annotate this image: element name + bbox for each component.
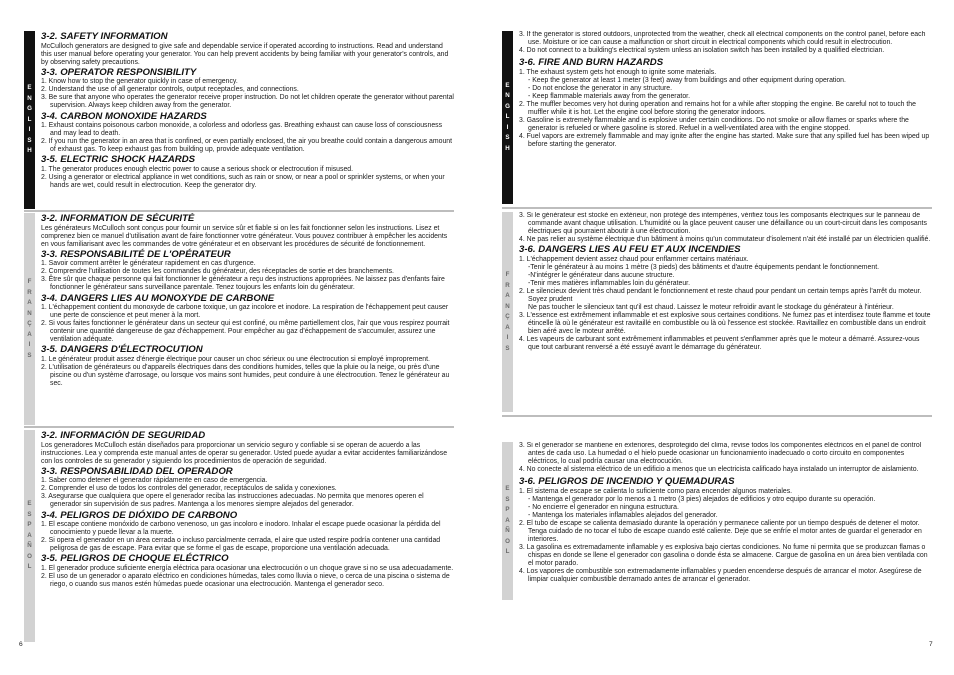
section-3-5-title: 3-5. ELECTRIC SHOCK HAZARDS <box>41 154 196 166</box>
list-item: 2. Si opera el generador en un área cerrada o incluso parcialmente cerrada, el aire que usted respire podría contener una cantidad peligrosa de gas de escape. Para evitar que se forme el gas de escape, proporcione una ventilación adecuada. <box>41 537 441 553</box>
page-number-left: 6 <box>19 641 23 648</box>
list-subitem: -Tenir mes matières inflammables loin du générateur. <box>528 279 691 287</box>
list-item: 3. Si le générateur est stocké en extérieur, non protégé des intempéries, vérifiez tous les composants électriques sur le panneau de commande avant chaque utilisation. L'humidité ou la glace peuvent causer une défaillance ou un court-circuit dans les composants électriques qui pourraient aboutir à une électrocution. <box>519 212 927 236</box>
right-english-section <box>502 31 932 204</box>
list-item: 2. El uso de un generador o aparato eléctrico en condiciones húmedas, tales como lluvia o nieve, o cerca de una piscina o sistema de riego, o cuando sus manos estén húmedas puede ocasionar una electrocución. Mantenga el generador seco. <box>41 572 450 588</box>
divider <box>502 207 932 209</box>
section-3-4-title: 3-4. CARBON MONOXIDE HAZARDS <box>41 110 207 122</box>
list-item: 2. Using a generator or electrical appliance in wet conditions, such as rain or snow, or near a pool or sprinkler systems, or when your hands are wet, could result in electrocution. Keep the generator dry. <box>41 173 445 189</box>
section-3-6-title: 3-6. PELIGROS DE INCENDIO Y QUEMADURAS <box>519 476 735 488</box>
left-english-section <box>24 31 454 209</box>
section-3-2-title: 3-2. SAFETY INFORMATION <box>41 31 168 42</box>
list-item: 1. Know how to stop the generator quickly in case of emergency. <box>41 78 238 86</box>
list-subitem: - Mantenga los materiales inflamables alejados del generador. <box>528 511 718 519</box>
section-3-2-body: Les générateurs McCulloch sont conçus pour fournir un service sûr et fiable si on les fait fonctionner selon les instructions. Lisez et comprenez bien ce manuel d'utilisation avant de faire fonctionner votre générateur. Vous pouvez contribuer à empêcher les accidents en vous familiarisant avec les commandes de votre générateur et en observant les procédures de sécurité de fonctionnement. <box>41 224 448 248</box>
section-3-3-title: 3-3. RESPONSABILIDAD DEL OPERADOR <box>41 465 233 477</box>
section-3-2-body: McCulloch generators are designed to give safe and dependable service if operated according to instructions. Read and understand this user manual before operating your generator. You can help prevent accidents by being familiar with your generator's controls, and by observing safety precautions. <box>41 42 449 66</box>
list-item: 4. Les vapeurs de carburant sont extrêmement inflammables et peuvent s'enflammer après que le moteur a démarré. Assurez-vous que tout carburant renversé a été essuyé avant le démarrage du générateur. <box>519 336 920 352</box>
section-3-2-title: 3-2. INFORMACIÓN DE SEGURIDAD <box>41 430 206 441</box>
list-item: 4. Ne pas relier au système électrique d'un bâtiment à moins qu'un commutateur d'isolement n'ait été installé par un électricien qualifié. <box>519 236 931 244</box>
list-item: 3. Être sûr que chaque personne qui fait fonctionner le générateur a reçu des instructions appropriées. Ne laissez pas d'enfants faire fonctionner le générateur sans surveillance parentale. Tenez toujours les enfants loin du générateur. <box>41 276 445 292</box>
list-item: 1. El escape contiene monóxido de carbono venenoso, un gas incoloro e inodoro. Inhalar el escape puede ocasionar la pérdida del conocimiento y puede llevar a la muerte. <box>41 521 441 537</box>
list-item: 2. Comprendre l'utilisation de toutes les commandes du générateur, des réceptacles de sortie et des branchements. <box>41 268 394 276</box>
list-item: 1. The generator produces enough electric power to cause a serious shock or electrocution if misused. <box>41 165 354 173</box>
list-item: 3. Be sure that anyone who operates the generator receive proper instruction. Do not let children operate the generator without parental supervision. Always keep children away from the generator. <box>41 94 454 110</box>
section-3-4-title: 3-4. DANGERS LIES AU MONOXYDE DE CARBONE <box>41 292 275 304</box>
espanol-tab: E S P A Ñ O L <box>24 430 35 642</box>
espanol-tab: E S P A Ñ O L <box>502 442 513 600</box>
section-3-5-title: 3-5. DANGERS D'ÉLECTROCUTION <box>41 344 203 356</box>
list-item: 4. Los vapores de combustible son extremadamente inflamables y pueden encenderse después de arrancar el motor. Asegúrese de limpiar cualquier combustible derramado antes de arrancar el generador. <box>519 568 922 584</box>
list-item: 3. If the generator is stored outdoors, unprotected from the weather, check all electrical components on the control panel, before each use. Moisture or ice can cause a malfunction or short circuit in electrical components which could result in electrocution. <box>519 31 926 47</box>
list-item: 2. Understand the use of all generator controls, output receptacles, and connections. <box>41 86 299 94</box>
section-3-6-title: 3-6. FIRE AND BURN HAZARDS <box>519 57 664 69</box>
divider <box>24 426 454 428</box>
list-subitem: - No encierre el generador en ninguna estructura. <box>528 503 679 511</box>
section-3-3-title: 3-3. RESPONSABILITÉ DE L'OPÉRATEUR <box>41 248 231 260</box>
section-3-5-title: 3-5. PELIGROS DE CHOQUE ELÉCTRICO <box>41 553 229 565</box>
right-french-section <box>502 212 932 412</box>
list-item: 3. Asegurarse que cualquiera que opere el generador reciba las instrucciones adecuadas. No permita que menores operen el generador sin supervisión de sus padres. Mantenga a los menores siempre alejados del generador. <box>41 493 424 509</box>
left-spanish-section <box>24 430 454 642</box>
list-item: 1. L'échappement contient du monoxyde de carbone toxique, un gaz incolore et inodore. La respiration de l'échappement peut causer une perte de conscience et peut mener à la mort. <box>41 304 449 320</box>
list-item: 2. Si vous faites fonctionner le générateur dans un secteur qui est confiné, ou même partiellement clos, l'air que vous respirez pourrait contenir une quantité dangereuse de gaz d'échappement. Pour empêcher au gaz d'échappement de s'accumuler, assurez une ventilation adéquate. <box>41 320 450 344</box>
list-item: 1. Le générateur produit assez d'énergie électrique pour causer un choc sérieux ou une électrocution si employé improprement. <box>41 355 430 363</box>
english-tab: E N G L I S H <box>502 31 513 204</box>
francais-tab: F R A N Ç A I S <box>24 213 35 425</box>
list-item: 1. Exhaust contains poisonous carbon monoxide, a colorless and odorless gas. Breathing exhaust can cause loss of consciousness and may lead to death. <box>41 122 443 138</box>
list-subitem: - Keep flammable materials away from the generator. <box>528 92 691 100</box>
left-french-section <box>24 213 454 425</box>
list-subitem: -Tenir le générateur à au moins 1 mètre (3 pieds) des bâtiments et d'autre équipements pendant le fonctionnement. <box>528 263 880 271</box>
list-item: 4. No conecte al sistema eléctrico de un edificio a menos que un electricista calificado haya instalado un interruptor de aislamiento. <box>519 466 919 474</box>
list-item: 3. Si el generador se mantiene en exteriores, desprotegido del clima, revise todos los componentes eléctricos en el panel de control antes de cada uso. La humedad o el hielo puede ocasionar un funcionamiento inadecuado o corto circuito en componentes eléctricos, lo cual podría causar una electrocución. <box>519 442 922 466</box>
section-3-2-title: 3-2. INFORMATION DE SÉCURITÉ <box>41 213 195 224</box>
list-subitem: Ne pas toucher le silencieux tant qu'il est chaud. Laissez le moteur refroidir avant le stockage du générateur à l'intérieur. <box>528 304 894 312</box>
list-subitem: -N'intégrer le générateur dans aucune structure. <box>528 271 675 279</box>
list-item: 3. L'essence est extrêmement inflammable et est explosive sous certaines conditions. Ne fumez pas et interdisez toute flamme et toute étincelle là où le générateur est ravitaillé en combustible ou là où l'essence est stockée. Ravitaillez en combustible dans un endroit bien aéré avec le moteur arrêté. <box>519 312 931 336</box>
list-item: 2. El tubo de escape se calienta demasiado durante la operación y permanece caliente por un tiempo después de detener el motor. Tenga cuidado de no tocar el tubo de escape cuando esté caliente. Deje que se enfríe el motor antes de guardar el generador en interiores. <box>519 519 922 544</box>
list-item: 2. If you run the generator in an area that is confined, or even partially enclosed, the air you breathe could contain a dangerous amount of exhaust gas. To keep exhaust gas from building up, provide adequate ventilation. <box>41 138 453 154</box>
section-3-2-body: Los generadores McCulloch están diseñados para proporcionar un servicio seguro y confiable si se operan de acuerdo a las instrucciones. Lea y comprenda este manual antes de operar su generador. Usted puede ayudar a evitar accidentes familiarizándose con los controles de su generador y siguiendo los procedimientos de operación de seguridad. <box>41 441 448 465</box>
francais-tab: F R A N Ç A I S <box>502 212 513 412</box>
list-item: 1. Savoir comment arrêter le générateur rapidement en cas d'urgence. <box>41 260 256 268</box>
divider <box>24 210 454 212</box>
list-item: 1. The exhaust system gets hot enough to ignite some materials. <box>519 68 717 76</box>
list-item: 1. Saber como detener el generador rápidamente en caso de emergencia. <box>41 477 268 485</box>
list-item: 1. El sistema de escape se calienta lo suficiente como para encender algunos materiales. <box>519 487 793 495</box>
list-subitem: - Do not enclose the generator in any structure. <box>528 84 673 92</box>
list-item: 2. The muffler becomes very hot during operation and remains hot for a while after stopping the engine. Be careful not to touch the muffler while it is hot. Let the engine cool before storing the generator indoors. <box>519 100 916 116</box>
section-3-3-title: 3-3. OPERATOR RESPONSIBILITY <box>41 66 197 78</box>
list-item: 2. L'utilisation de générateurs ou d'appareils électriques dans des conditions humides, telles que la pluie ou la neige, ou près d'une piscine ou d'un système d'arrosage, ou lorsque vos mains sont humides, peut conduire à une électrocution. Tenez le générateur au sec. <box>41 363 450 388</box>
list-item: 1. El generador produce suficiente energía eléctrica para ocasionar una electrocución o un choque grave si no se usa adecuadamente. <box>41 564 454 572</box>
list-item: 3. Gasoline is extremely flammable and is explosive under certain conditions. Do not smoke or allow flames or sparks where the generator is refueled or where gasoline is stored. Refuel in a well-ventilated area with the engine stopped. <box>519 117 909 133</box>
list-item: 4. Fuel vapors are extremely flammable and may ignite after the engine has started. Make sure that any spilled fuel has been wiped up before starting the generator. <box>519 133 930 149</box>
section-3-4-title: 3-4. PELIGROS DE DIÓXIDO DE CARBONO <box>41 509 238 521</box>
list-subitem: - Mantenga el generador por lo menos a 1 metro (3 pies) alejados de edificios y otro equipo durante su operación. <box>528 495 876 503</box>
list-item: 3. La gasolina es extremadamente inflamable y es explosiva bajo ciertas condiciones. No fume ni permita que se produzcan flamas o chispas en donde se llene el generador con gasolina o donde ésta se almacene. Cargue de gasolina en un área bien ventilada con el motor parado. <box>519 544 928 568</box>
section-3-6-title: 3-6. DANGERS LIES AU FEU ET AUX INCENDIES <box>519 244 741 256</box>
list-subitem: - Keep the generator at least 1 meter (3 feet) away from buildings and other equipment during operation. <box>528 76 846 84</box>
divider <box>502 415 932 417</box>
list-item: 1. L'échappement devient assez chaud pour enflammer certains matériaux. <box>519 255 749 263</box>
page-number-right: 7 <box>929 641 933 648</box>
list-item: 2. Le silencieux devient très chaud pendant le fonctionnement et reste chaud pour pendant un certain temps après l'arrêt du moteur. Soyez prudent <box>519 287 922 304</box>
right-spanish-section <box>502 442 932 600</box>
english-tab: E N G L I S H <box>24 31 35 209</box>
list-item: 4. Do not connect to a building's electrical system unless an isolation switch has been installed by a qualified electrician. <box>519 47 885 55</box>
list-item: 2. Comprender el uso de todos los controles del generador, receptáculos de salida y conexiones. <box>41 485 337 493</box>
